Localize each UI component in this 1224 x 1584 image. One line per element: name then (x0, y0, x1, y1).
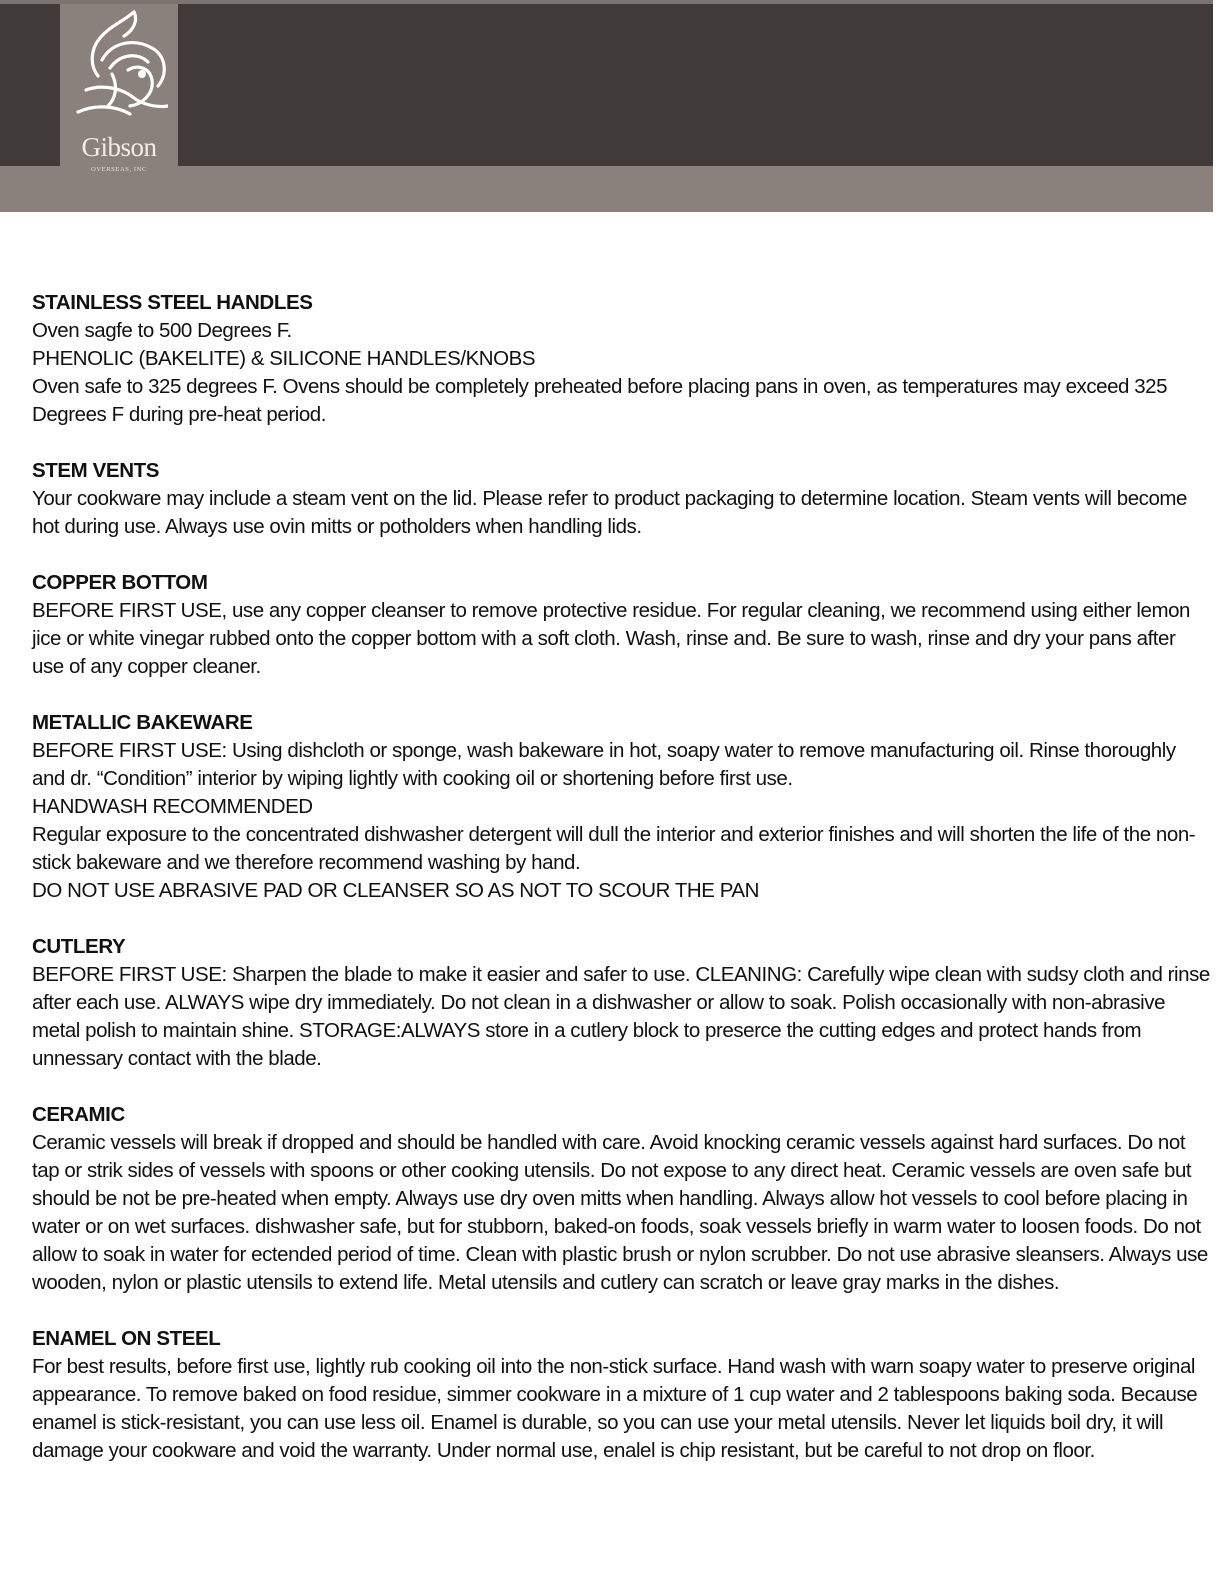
gibson-logo (60, 4, 178, 186)
header-dark-band (0, 0, 1213, 166)
section-heading: METALLIC BAKEWARE (32, 711, 253, 734)
section-text: Your cookware may include a steam vent on the lid. Please refer to product packaging to determine location. Steam vents will become hot during use. Always use ovin mitts or potholders when handling lids. (32, 487, 1188, 538)
section-text: Ceramic vessels will break if dropped and should be handled with care. Avoid knocking ceramic vessels against hard surfaces. Do not tap or strik sides of vessels with spoons or other cooking utensils. Do not expose to any direct heat. Ceramic vessels are oven safe but should be not be pre-heated when empty. Always use dry oven mitts when handling. Always allow hot vessels to cool before placing in water or on wet surfaces. dishwasher safe, but for stubborn, baked-on foods, soak vessels briefly in warm water to loosen foods. Do not allow to soak in water for ectended period of time. Clean with plastic brush or nylon scrubber. Do not use abrasive sleansers. Always use wooden, nylon or plastic utensils to extend life. Metal utensils and cutlery can scratch or leave gray marks in the dishes. (32, 1131, 1208, 1294)
section-stem-vents (32, 456, 1210, 541)
section-text: Oven sagfe to 500 Degrees F. (32, 319, 292, 342)
section-heading: COPPER BOTTOM (32, 571, 208, 594)
section-heading: ENAMEL ON STEEL (32, 1327, 221, 1350)
section-heading: CERAMIC (32, 1103, 125, 1126)
section-heading: STAINLESS STEEL HANDLES (32, 291, 313, 314)
logo-brand-text: Gibson (81, 132, 157, 162)
header-banner (0, 0, 1213, 212)
section-metallic-bakeware (32, 708, 1210, 905)
care-instructions (32, 288, 1210, 1492)
section-cutlery (32, 932, 1210, 1073)
header-top-line (0, 0, 1213, 4)
section-text: BEFORE FIRST USE: Using dishcloth or sponge, wash bakeware in hot, soapy water to remove manufacturing oil. Rinse thoroughly and dr. “Condition” interior by wiping lightly with cooking oil or shortening before first use. (32, 739, 1176, 790)
section-text: BEFORE FIRST USE: Sharpen the blade to make it easier and safer to use. CLEANING: Carefully wipe clean with sudsy cloth and rinse after each use. ALWAYS wipe dry immediately. Do not clean in a dishwasher or allow to soak. Polish occasionally with non-abrasive metal polish to maintain shine. STORAGE:ALWAYS store in a cutlery block to preserce the cutting edges and protect hands from unnessary contact with the blade. (32, 963, 1210, 1070)
section-text: DO NOT USE ABRASIVE PAD OR CLEANSER SO AS NOT TO SCOUR THE PAN (32, 879, 759, 902)
section-heading: STEM VENTS (32, 459, 159, 482)
section-ceramic (32, 1100, 1210, 1297)
section-text: BEFORE FIRST USE, use any copper cleanser to remove protective residue. For regular cleaning, we recommend using either lemon jice or white vinegar rubbed onto the copper bottom with a soft cloth. Wash, rinse and. Be sure to wash, rinse and dry your pans after use of any copper cleaner. (32, 599, 1190, 678)
section-text: HANDWASH RECOMMENDED (32, 795, 313, 818)
logo-sub-text: OVERSEAS, INC (91, 166, 147, 173)
section-copper-bottom (32, 568, 1210, 681)
bird-logo-icon (72, 8, 168, 132)
section-enamel-on-steel (32, 1324, 1210, 1465)
section-heading: CUTLERY (32, 935, 126, 958)
section-text: Regular exposure to the concentrated dishwasher detergent will dull the interior and exterior finishes and will shorten the life of the non-stick bakeware and we therefore recommend washing by hand. (32, 823, 1196, 874)
section-text: Oven safe to 325 degrees F. Ovens should be completely preheated before placing pans in oven, as temperatures may exceed 325 Degrees F during pre-heat period. (32, 375, 1168, 426)
section-text: For best results, before first use, lightly rub cooking oil into the non-stick surface. Hand wash with warn soapy water to preserve original appearance. To remove baked on food residue, simmer cookware in a mixture of 1 cup water and 2 tablespoons baking soda. Because enamel is stick-resistant, you can use less oil. Enamel is durable, so you can use your metal utensils. Never let liquids boil dry, it will damage your cookware and void the warranty. Under normal use, enalel is chip resistant, but be careful to not drop on floor. (32, 1355, 1198, 1462)
section-text: PHENOLIC (BAKELITE) & SILICONE HANDLES/KNOBS (32, 347, 536, 370)
section-stainless-steel-handles (32, 288, 1210, 429)
